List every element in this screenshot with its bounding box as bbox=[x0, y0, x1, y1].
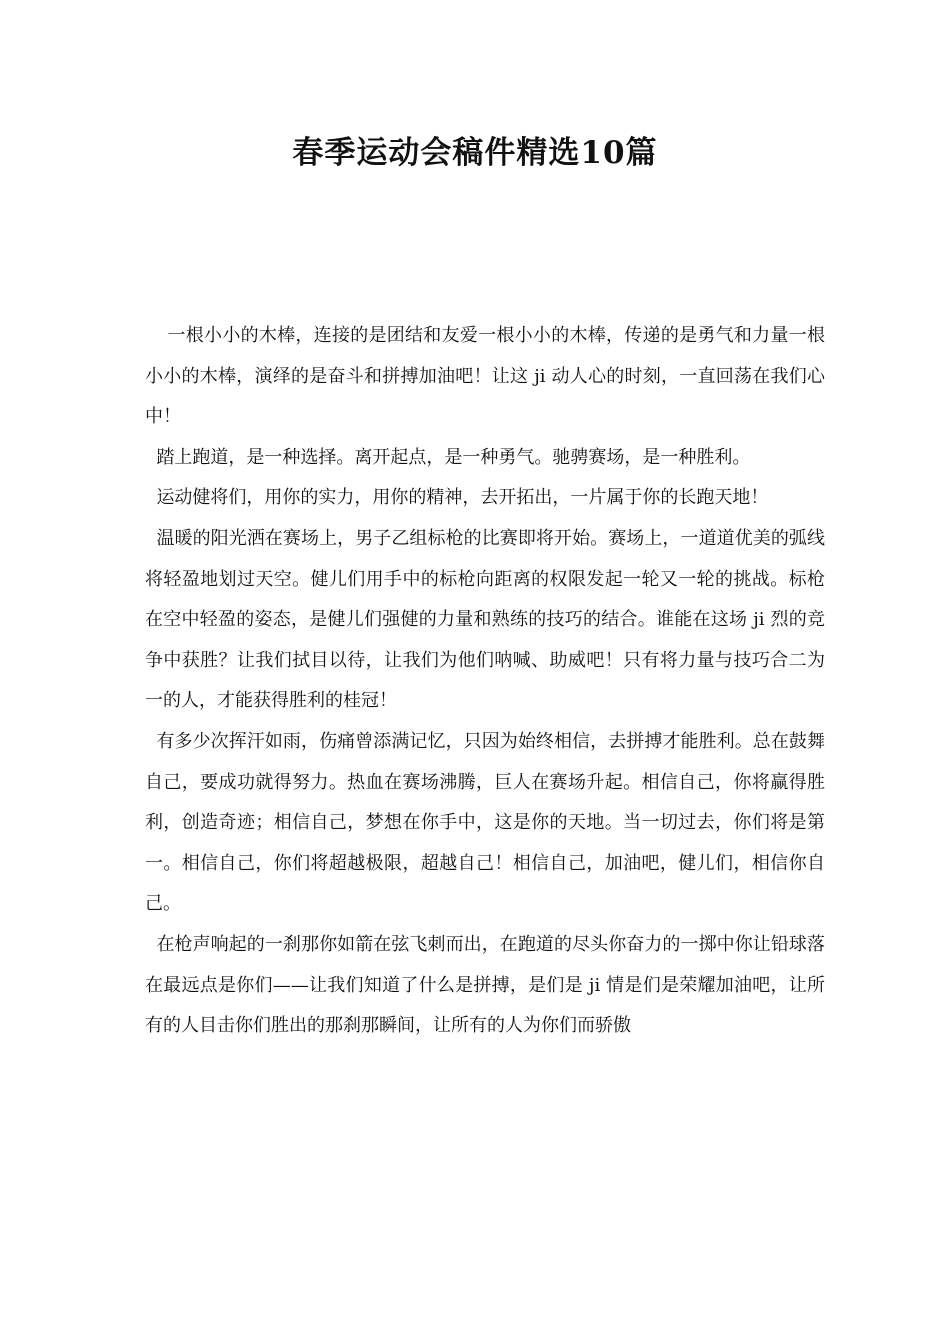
paragraph-believe: 有多少次挥汗如雨，伤痛曾添满记忆，只因为始终相信，去拼搏才能胜利。总在鼓舞自己，要成功就得努力。热血在赛场沸腾，巨人在赛场升起。相信自己，你将赢得胜利，创造奇迹；相信自己，梦想在你手中，这是你的天地。当一切过去，你们将是第一。相信自己，你们将超越极限，超越自己！相信自己，加油吧，健儿们，相信你自己。 bbox=[145, 730, 825, 915]
document-title: 春季运动会稿件精选10篇 bbox=[292, 135, 658, 171]
paragraph-track: 踏上跑道，是一种选择。离开起点，是一种勇气。驰骋赛场，是一种胜利。 bbox=[156, 446, 751, 468]
paragraph-shot-put: 在枪声响起的一刹那你如箭在弦飞刺而出，在跑道的尽头你奋力的一掷中你让铅球落在最远点是你们——让我们知道了什么是拼搏，是们是 ji 情是们是荣耀加油吧，让所有的人目击你们胜出的那刹那瞬间，让所有的人为你们而骄傲 bbox=[145, 933, 825, 1037]
document-body bbox=[145, 316, 825, 1047]
paragraph-long-run: 运动健将们，用你的实力，用你的精神，去开拓出，一片属于你的长跑天地！ bbox=[156, 487, 769, 509]
paragraph-relay: 一根小小的木棒，连接的是团结和友爱一根小小的木棒，传递的是勇气和力量一根小小的木棒，演绎的是奋斗和拼搏加油吧！让这 ji 动人心的时刻，一直回荡在我们心中！ bbox=[145, 325, 825, 428]
paragraph-javelin: 温暖的阳光洒在赛场上，男子乙组标枪的比赛即将开始。赛场上，一道道优美的弧线将轻盈地划过天空。健儿们用手中的标枪向距离的权限发起一轮又一轮的挑战。标枪在空中轻盈的姿态，是健儿们强健的力量和熟练的技巧的结合。谁能在这场 ji 烈的竞争中获胜？让我们拭目以待，让我们为他们呐喊、助威吧！只有将力量与技巧合二为一的人，才能获得胜利的桂冠！ bbox=[145, 527, 825, 712]
